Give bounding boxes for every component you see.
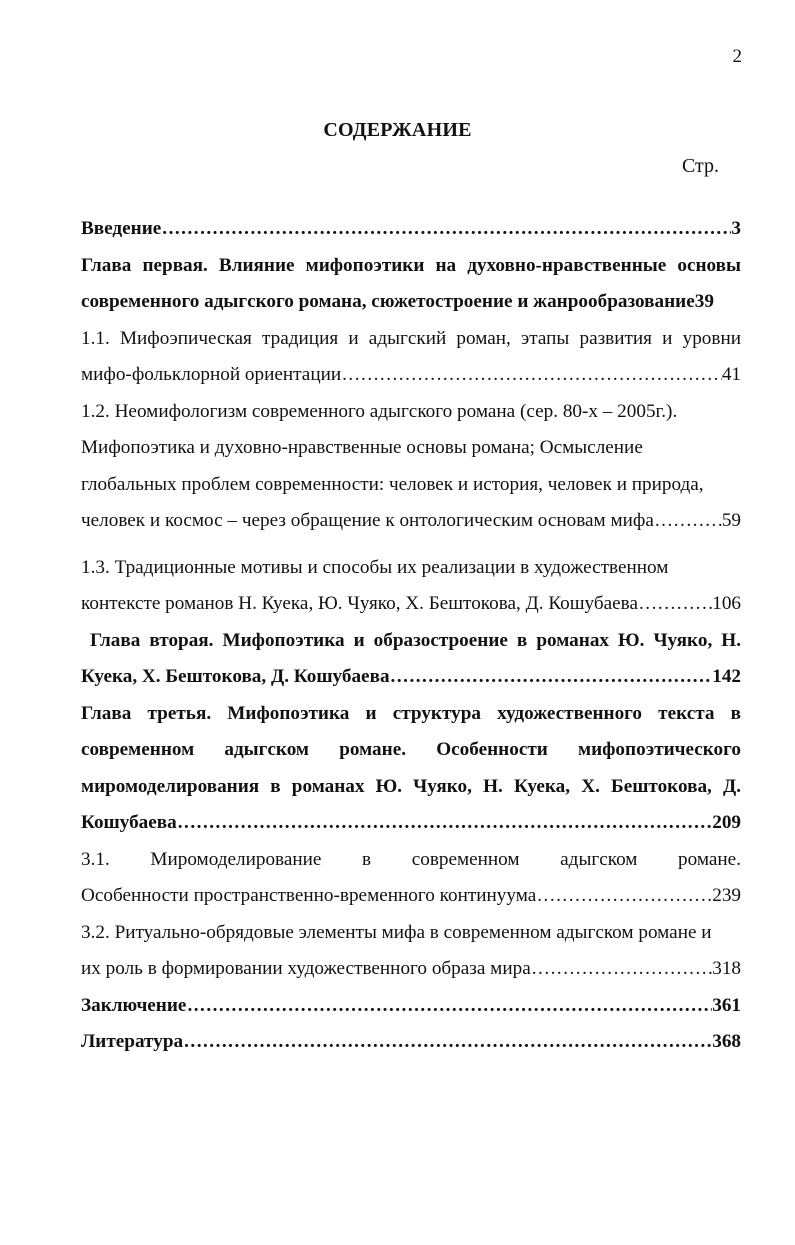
dot-leader xyxy=(390,659,713,696)
dot-leader xyxy=(531,951,713,988)
dot-leader xyxy=(161,211,731,248)
toc-page-number: 41 xyxy=(721,364,741,385)
toc-entry-section-3-2[interactable]: 3.2. Ритуально-обрядовые элементы мифа в современном адыгском романе и xyxy=(81,921,712,943)
toc-entry-section-1-3[interactable]: 1.3. Традиционные мотивы и способы их реализации в художественном xyxy=(81,556,669,578)
toc-entry-title: Введение xyxy=(81,218,162,239)
toc-entry-title: Особенности пространственно-временного континуума xyxy=(81,885,537,906)
dot-leader xyxy=(654,503,722,540)
toc-entry-title: Кошубаева xyxy=(81,812,177,833)
toc-entry-intro[interactable] xyxy=(81,211,741,248)
toc-entry-literature[interactable] xyxy=(81,1024,741,1061)
toc-entry-chapter-1-cont[interactable]: современного адыгского романа, сюжетостроение и жанрообразование39 xyxy=(81,291,714,312)
toc-entry-section-1-1-cont[interactable] xyxy=(81,357,741,394)
toc-page-number: 368 xyxy=(712,1031,741,1052)
toc-entry-section-1-2-cont[interactable]: Мифопоэтика и духовно-нравственные основы романа; Осмысление xyxy=(81,437,643,458)
dot-leader xyxy=(638,586,712,623)
dot-leader xyxy=(177,805,712,842)
dot-leader xyxy=(341,357,722,394)
dot-leader xyxy=(186,988,712,1025)
toc-page-number: 239 xyxy=(712,885,741,906)
toc-entry-title: мифо-фольклорной ориентации xyxy=(81,364,342,385)
toc-entry-conclusion[interactable] xyxy=(81,988,741,1025)
toc-entry-section-1-1[interactable]: 1.1. Мифоэпическая традиция и адыгский роман, этапы развития и уровни xyxy=(81,327,741,349)
table-of-contents xyxy=(81,211,741,1061)
page-column-label: Стр. xyxy=(681,155,719,177)
toc-entry-section-1-2-cont[interactable]: глобальных проблем современности: человек и история, человек и природа, xyxy=(81,473,704,495)
toc-entry-title: Заключение xyxy=(81,994,187,1016)
toc-entry-section-1-2[interactable]: 1.2. Неомифологизм современного адыгского романа (сер. 80-х – 2005г.). xyxy=(81,400,678,422)
toc-entry-chapter-2[interactable]: Глава вторая. Мифопоэтика и образостроение в романах Ю. Чуяко, Н. xyxy=(90,629,741,651)
toc-entry-section-1-3-cont[interactable] xyxy=(81,586,741,623)
toc-page-number: 142 xyxy=(712,666,741,687)
toc-entry-section-3-2-cont[interactable] xyxy=(81,951,741,988)
toc-page-number: 59 xyxy=(721,510,741,531)
toc-page-number: 209 xyxy=(712,812,741,833)
toc-entry-title: контексте романов Н. Куека, Ю. Чуяко, Х. Бештокова, Д. Кошубаева xyxy=(81,593,638,614)
toc-entry-chapter-3-cont[interactable] xyxy=(81,805,741,842)
page-number: 2 xyxy=(732,46,742,67)
toc-entry-chapter-3[interactable]: Глава третья. Мифопоэтика и структура художественного текста в xyxy=(81,702,741,724)
toc-entry-section-3-1-cont[interactable] xyxy=(81,878,741,915)
toc-entry-title: их роль в формировании художественного образа мира xyxy=(81,958,531,979)
toc-page-number: 3 xyxy=(731,218,741,239)
dot-leader xyxy=(183,1024,712,1061)
toc-page-number: 106 xyxy=(712,593,741,614)
toc-entry-chapter-1[interactable]: Глава первая. Влияние мифопоэтики на духовно-нравственные основы xyxy=(81,254,741,276)
toc-entry-title: Куека, Х. Бештокова, Д. Кошубаева xyxy=(81,666,390,687)
dot-leader xyxy=(536,878,712,915)
toc-entry-section-3-1[interactable]: 3.1. Миромоделирование в современном адыгском романе. xyxy=(81,848,741,870)
toc-page-number: 361 xyxy=(712,994,741,1016)
toc-page-number: 318 xyxy=(712,958,741,979)
toc-entry-section-1-2-cont[interactable] xyxy=(81,503,741,540)
toc-entry-chapter-3-cont[interactable]: современном адыгском романе. Особенности мифопоэтического xyxy=(81,739,741,760)
toc-entry-chapter-2-cont[interactable] xyxy=(81,659,741,696)
toc-entry-title: человек и космос – через обращение к онтологическим основам мифа xyxy=(81,510,654,531)
toc-entry-chapter-3-cont[interactable]: миромоделирования в романах Ю. Чуяко, Н. Куека, Х. Бештокова, Д. xyxy=(81,775,741,797)
page-title: СОДЕРЖАНИЕ xyxy=(323,119,472,141)
toc-entry-title: Литература xyxy=(81,1031,184,1052)
